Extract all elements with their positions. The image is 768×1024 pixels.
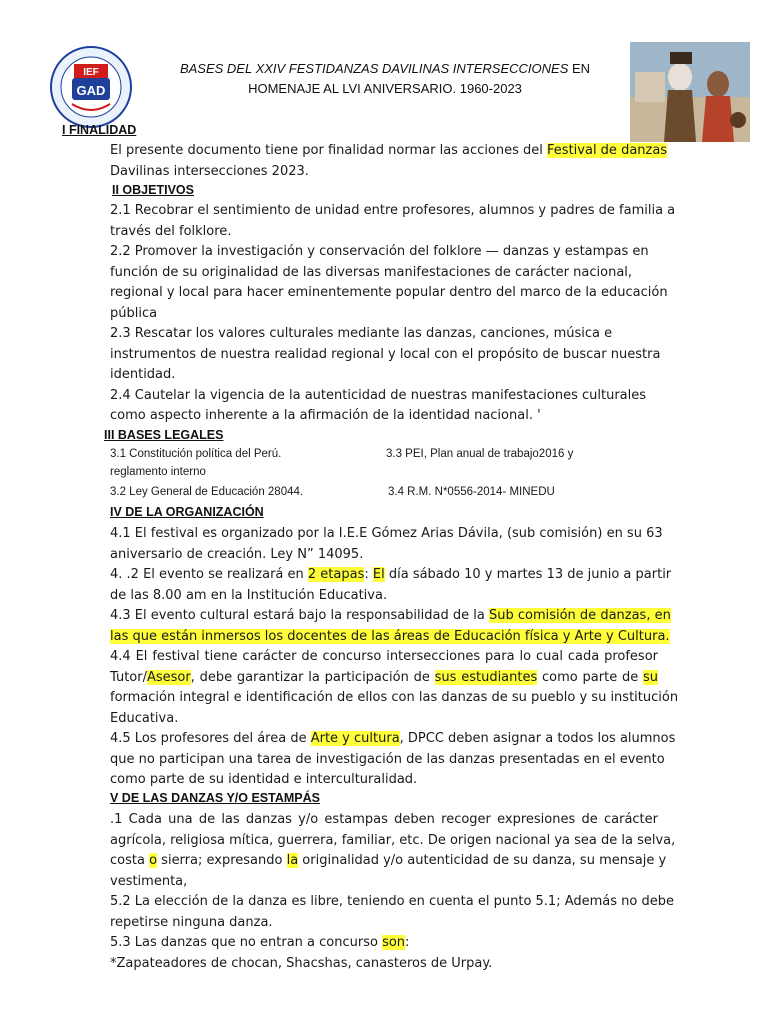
dancers-photo — [630, 42, 750, 142]
school-logo — [50, 46, 132, 128]
section-finalidad: El presente documento tiene por finalidad normar las acciones del Festival de danzas Davilinas intersecciones 2023. — [110, 143, 668, 179]
svg-text:IEF: IEF — [83, 67, 99, 78]
legal-3-1: 3.1 Constitución política del Perú. — [110, 448, 282, 460]
heading-bases-legales: III BASES LEGALES — [104, 428, 224, 442]
section-objetivos: 2.1 Recobrar el sentimiento de unidad entre profesores, alumnos y padres de familia a través del folklore. 2.2 Promover la investigación y conservación del folklore — danzas y estampas en función de su originalidad de las diversas manifestaciones de carácter nacional, regional y local para hacer eminentemente popular dentro del marco de la educación pública 2.3 Rescatar los valores culturales mediante las danzas, canciones, música e instrumentos de nuestra realidad regional y local con el propósito de buscar nuestra identidad. 2.4 Cautelar la vigencia de la autenticidad de nuestras manifestaciones culturales como aspecto inherente a la afirmación de la identidad nacional. ' — [110, 203, 676, 423]
heading-objetivos: II OBJETIVOS — [112, 183, 194, 197]
heading-finalidad: I FINALIDAD — [62, 123, 137, 137]
legal-3-4: 3.4 R.M. N*0556-2014- MINEDU — [388, 486, 555, 498]
legal-3-2: 3.2 Ley General de Educación 28044. — [110, 486, 304, 498]
heading-danzas: V DE LAS DANZAS Y/O ESTAMPÁS — [110, 791, 320, 805]
document-title: BASES DEL XXIV FESTIDANZAS DAVILINAS INTERSECCIONES EN — [179, 61, 591, 76]
svg-text:GAD: GAD — [76, 83, 106, 98]
section-danzas: .1 Cada una de las danzas y/o estampas deben recoger expresiones de carácter agrícola, religiosa mítica, guerrera, familiar, etc. De origen nacional ya sea de la selva, costa o sierra; expresando la originalidad y/o autenticidad de su danza, su mensaje y vestimenta, 5.2 La elección de la danza es libre, teniendo en cuenta el punto 5.1; Además no debe repetirse ninguna danza. 5.3 Las danzas que no entran a concurso son: *Zapateadores de chocan, Shacshas, canasteros de Urpay. — [110, 812, 676, 971]
legal-3-3: 3.3 PEI, Plan anual de trabajo2016 y — [386, 448, 574, 460]
section-organizacion: 4.1 El festival es organizado por la I.E.E Gómez Arias Dávila, (sub comisión) en su 63 aniversario de creación. Ley N” 14095. 4. .2 El evento se realizará en 2 etapas: El día sábado 10 y martes 13 de junio a partir de las 8.00 am en la Institución Educativa. 4.3 El evento cultural estará bajo la responsabilidad de la Sub comisión de danzas, en las que están inmersos los docentes de las áreas de Educación física y Arte y Cultura. 4.4 El festival tiene carácter de concurso intersecciones para lo cual cada profesor Tutor/Asesor, debe garantizar la participación de sus estudiantes como parte de su formación integral e identificación de ellos con las danzas de su pueblo y su institución Educativa. 4.5 Los profesores del área de Arte y cultura, DPCC deben asignar a todos los alumnos que no participan una tarea de investigación de las danzas presentadas en el evento como parte de su identidad e interculturalidad. — [110, 526, 679, 787]
heading-organizacion: IV DE LA ORGANIZACIÓN — [110, 505, 264, 519]
document-subtitle: HOMENAJE AL LVI ANIVERSARIO. 1960-2023 — [248, 81, 522, 96]
legal-3-1-cont: reglamento interno — [110, 466, 206, 478]
